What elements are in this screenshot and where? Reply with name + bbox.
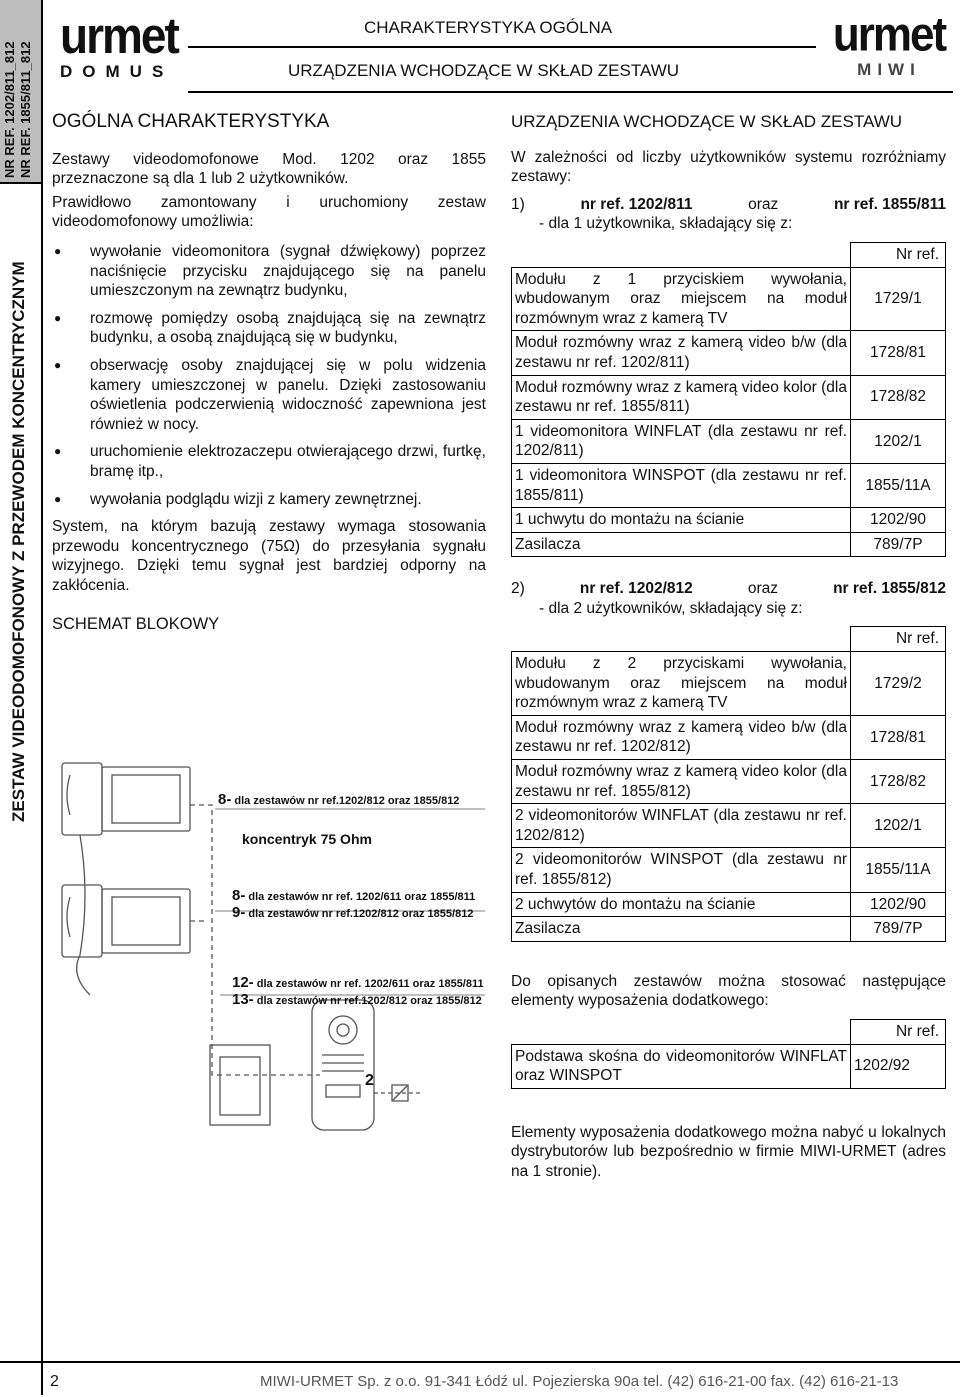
extra-intro: Do opisanych zestawów można stosować następujące elementy wyposażenia dodatkowego: <box>511 972 946 1010</box>
page-number: 2 <box>50 1373 59 1390</box>
table-row <box>512 917 946 942</box>
table-cell-ref: 1728/82 <box>851 760 946 804</box>
power-supply-face <box>220 1057 260 1115</box>
list-item-text: obserwację osoby znajdującej się w polu widzenia kamery umieszczonej w panelu. Dzięki zastosowaniu oświetlenia podczerwienią widoczność zapewniona jest również w nocy. <box>90 356 486 433</box>
sidebar-ref-label <box>2 41 34 178</box>
table-cell-desc: 1 videomonitora WINFLAT (dla zestawu nr ref. 1202/811) <box>512 419 851 463</box>
table-row <box>512 375 946 419</box>
section-heading: OGÓLNA CHARAKTERYSTYKA <box>52 111 330 132</box>
parts-table-1 <box>511 242 946 557</box>
table-cell-ref: 1728/81 <box>851 331 946 375</box>
diagram-label <box>232 974 484 991</box>
camera-icon <box>329 1016 357 1044</box>
set-ref: nr ref. 1855/812 <box>833 580 946 598</box>
parts-table-3 <box>511 1019 946 1089</box>
sets-intro: W zależności od liczby użytkowników systemu rozróżniamy zestawy: <box>511 148 946 186</box>
table-row <box>512 1044 946 1088</box>
table-cell-desc: Zasilacza <box>512 917 851 942</box>
sidebar <box>0 0 43 1395</box>
table-cell-desc: 2 videomonitorów WINSPOT (dla zestawu nr ref. 1855/812) <box>512 848 851 892</box>
diagram-label-num: 8- <box>218 791 232 808</box>
table-cell-desc: Moduł rozmówny wraz z kamerą video b/w (dla zestawu nr ref. 1202/811) <box>512 331 851 375</box>
table-header-blank <box>512 1019 851 1044</box>
schema-heading: SCHEMAT BLOKOWY <box>52 615 220 634</box>
table-cell-ref: 1202/1 <box>851 804 946 848</box>
table-cell-ref: 789/7P <box>851 532 946 557</box>
monitor-icon <box>62 763 102 835</box>
list-item-text: rozmowę pomiędzy osobą znajdującą się na zewnątrz budynku, a osobą znajdującą się w budynku, <box>90 309 486 347</box>
bullet-icon: ● <box>54 357 62 372</box>
table-cell-ref: 1202/90 <box>851 892 946 917</box>
set-ref: nr ref. 1202/811 <box>580 195 693 213</box>
list-item-text: wywołanie videomonitora (sygnał dźwiękowy) poprzez naciśnięcie przycisku znajdującego się na panelu umieszczonym na zewnątrz budynku, <box>90 242 486 300</box>
table-row <box>512 267 946 331</box>
list-item-text: uruchomienie elektrozaczepu otwierającego drzwi, furtkę, bramę itp., <box>90 443 486 480</box>
set-number: 2) <box>511 580 525 598</box>
table-header-blank <box>512 242 851 267</box>
parts-table-2 <box>511 626 946 941</box>
header-line-bottom <box>188 91 953 93</box>
list-item <box>52 309 486 348</box>
set-1-heading <box>511 195 946 215</box>
table-cell-desc: Moduł rozmówny wraz z kamerą video kolor (dla zestawu nr ref. 1855/812) <box>512 760 851 804</box>
table-row <box>512 715 946 759</box>
monitor-screen <box>102 889 190 953</box>
set-number: 1) <box>511 195 525 213</box>
table-cell-desc: Moduł rozmówny wraz z kamerą video b/w (dla zestawu nr ref. 1202/812) <box>512 715 851 759</box>
table-row <box>512 652 946 716</box>
set-ref: nr ref. 1202/812 <box>579 580 693 598</box>
table-cell-ref: 1729/2 <box>851 652 946 716</box>
table-row <box>512 892 946 917</box>
sidebar-title: ZESTAW VIDEODOMOFONOWY Z PRZEWODEM KONCENTRYCZNYM <box>9 261 28 822</box>
list-item <box>52 442 486 481</box>
logo-sub: MIWI <box>857 60 921 79</box>
table-cell-ref: 1855/11A <box>851 463 946 507</box>
table-row <box>512 804 946 848</box>
diagram-label-text: dla zestawów nr ref.1202/812 oraz 1855/812 <box>256 995 482 1007</box>
logo-sub: DOMUS <box>60 62 174 81</box>
feature-list <box>52 242 486 509</box>
set-conj: oraz <box>748 195 779 213</box>
table-cell-desc: 2 videomonitorów WINFLAT (dla zestawu nr ref. 1202/812) <box>512 804 851 848</box>
table-cell-ref: 1202/1 <box>851 419 946 463</box>
table-cell-desc: Moduł rozmówny wraz z kamerą video kolor (dla zestawu nr ref. 1855/811) <box>512 375 851 419</box>
section-heading: URZĄDZENIA WCHODZĄCE W SKŁAD ZESTAWU <box>511 112 903 131</box>
list-item-text: wywołania podglądu wizji z kamery zewnętrznej. <box>90 490 422 508</box>
table-row <box>512 760 946 804</box>
bullet-icon: ● <box>54 444 62 459</box>
coax-label: koncentryk 75 Ohm <box>242 831 372 847</box>
table-cell-desc: Modułu z 1 przyciskiem wywołania, wbudowanym oraz miejscem na moduł rozmównym wraz z kamerą TV <box>512 267 851 331</box>
list-item <box>52 490 486 510</box>
table-cell-desc: 1 uchwytu do montażu na ścianie <box>512 508 851 533</box>
set-conj: oraz <box>747 580 778 598</box>
set-2-subtitle: - dla 2 użytkowników, składający się z: <box>539 599 803 617</box>
table-header-ref: Nr ref. <box>851 627 946 652</box>
set-1-subtitle: - dla 1 użytkownika, składający się z: <box>539 215 793 233</box>
footer-address: MIWI-URMET Sp. z o.o. 91-341 Łódź ul. Pojezierska 90a tel. (42) 616-21-00 fax. (42) 616-21-13 <box>260 1373 899 1390</box>
sidebar-ref-1: NR REF. 1202/811_812 <box>2 41 17 178</box>
handset-cable <box>77 835 90 995</box>
monitor-screen <box>102 767 190 831</box>
diagram-number: 2 <box>365 1072 374 1089</box>
table-header <box>512 1019 946 1044</box>
bullet-icon: ● <box>54 491 62 506</box>
table-cell-desc: Podstawa skośna do videomonitorów WINFLAT oraz WINSPOT <box>512 1044 851 1088</box>
table-row <box>512 419 946 463</box>
logo-word: urmet <box>60 6 178 64</box>
intro-paragraph-2: Prawidłowo zamontowany i uruchomiony zestaw videodomofonowy umożliwia: <box>52 193 486 231</box>
handset-icon <box>67 897 70 937</box>
diagram-label <box>232 887 475 904</box>
diagram-label-text: dla zestawów nr ref.1202/812 oraz 1855/812 <box>248 908 474 920</box>
table-cell-ref: 1728/82 <box>851 375 946 419</box>
left-column <box>52 112 486 635</box>
bullet-icon: ● <box>54 243 62 258</box>
table-header <box>512 242 946 267</box>
handset-icon <box>67 775 70 815</box>
system-paragraph: System, na którym bazują zestawy wymaga stosowania przewodu koncentrycznego (75Ω) do przesyłania sygnału wizyjnego. Dzięki temu sygnał jest bardziej odporny na zakłócenia. <box>52 518 486 594</box>
table-header <box>512 627 946 652</box>
table-cell-ref: 1202/92 <box>851 1044 946 1088</box>
right-column <box>511 112 946 1182</box>
intro-paragraph: Zestawy videodomofonowe Mod. 1202 oraz 1855 przeznaczone są dla 1 lub 2 użytkowników. <box>52 150 486 188</box>
camera-lens <box>337 1024 349 1036</box>
table-cell-desc: 2 uchwytów do montażu na ścianie <box>512 892 851 917</box>
table-cell-ref: 1202/90 <box>851 508 946 533</box>
footer <box>0 1361 960 1397</box>
table-header-blank <box>512 627 851 652</box>
table-cell-ref: 1855/11A <box>851 848 946 892</box>
table-cell-desc: Modułu z 2 przyciskami wywołania, wbudowanym oraz miejscem na moduł rozmównym wraz z kamerą TV <box>512 652 851 716</box>
table-row <box>512 532 946 557</box>
table-cell-desc: Zasilacza <box>512 532 851 557</box>
table-row <box>512 463 946 507</box>
sidebar-ref-block <box>0 0 41 184</box>
monitor-display <box>112 897 180 945</box>
diagram-label <box>218 791 459 808</box>
diagram-label-num: 13- <box>232 991 254 1008</box>
diagram-label <box>232 991 482 1008</box>
table-row <box>512 331 946 375</box>
logo-urmet-miwi <box>826 7 952 80</box>
set-2-heading <box>511 579 946 599</box>
list-item <box>52 242 486 301</box>
table-header-ref: Nr ref. <box>851 1019 946 1044</box>
set-ref: nr ref. 1855/811 <box>833 195 946 213</box>
door-panel-icon <box>312 1000 374 1130</box>
diagram-label-text: dla zestawów nr ref. 1202/611 oraz 1855/811 <box>248 891 476 903</box>
table-cell-desc: 1 videomonitora WINSPOT (dla zestawu nr ref. 1855/811) <box>512 463 851 507</box>
logo-word: urmet <box>832 7 946 62</box>
sidebar-ref-2: NR REF. 1855/811_812 <box>18 41 33 178</box>
table-row <box>512 508 946 533</box>
list-item <box>52 356 486 434</box>
closing-paragraph: Elementy wyposażenia dodatkowego można nabyć u lokalnych dystrybutorów lub bezpośrednio w firmie MIWI-URMET (adres na 1 stronie). <box>511 1123 946 1180</box>
diagram-label-num: 8- <box>232 887 246 904</box>
block-diagram <box>60 745 492 1135</box>
call-button-icon <box>326 1085 360 1097</box>
table-header-ref: Nr ref. <box>851 242 946 267</box>
table-row <box>512 848 946 892</box>
diagram-label <box>232 904 473 921</box>
diagram-label-text: dla zestawów nr ref. 1202/611 oraz 1855/811 <box>256 978 484 990</box>
header-line <box>188 46 816 48</box>
table-cell-ref: 1728/81 <box>851 715 946 759</box>
table-cell-ref: 789/7P <box>851 917 946 942</box>
monitor-display <box>112 775 180 823</box>
table-cell-ref: 1729/1 <box>851 267 946 331</box>
bullet-icon: ● <box>54 310 62 325</box>
header-title-2: URZĄDZENIA WCHODZĄCE W SKŁAD ZESTAWU <box>288 61 680 80</box>
diagram-label-num: 12- <box>232 974 254 991</box>
diagram-label-text: dla zestawów nr ref.1202/812 oraz 1855/812 <box>234 795 460 807</box>
header-title-1: CHARAKTERYSTYKA OGÓLNA <box>364 18 613 37</box>
diagram-label-num: 9- <box>232 904 246 921</box>
logo-urmet-domus <box>60 6 180 82</box>
